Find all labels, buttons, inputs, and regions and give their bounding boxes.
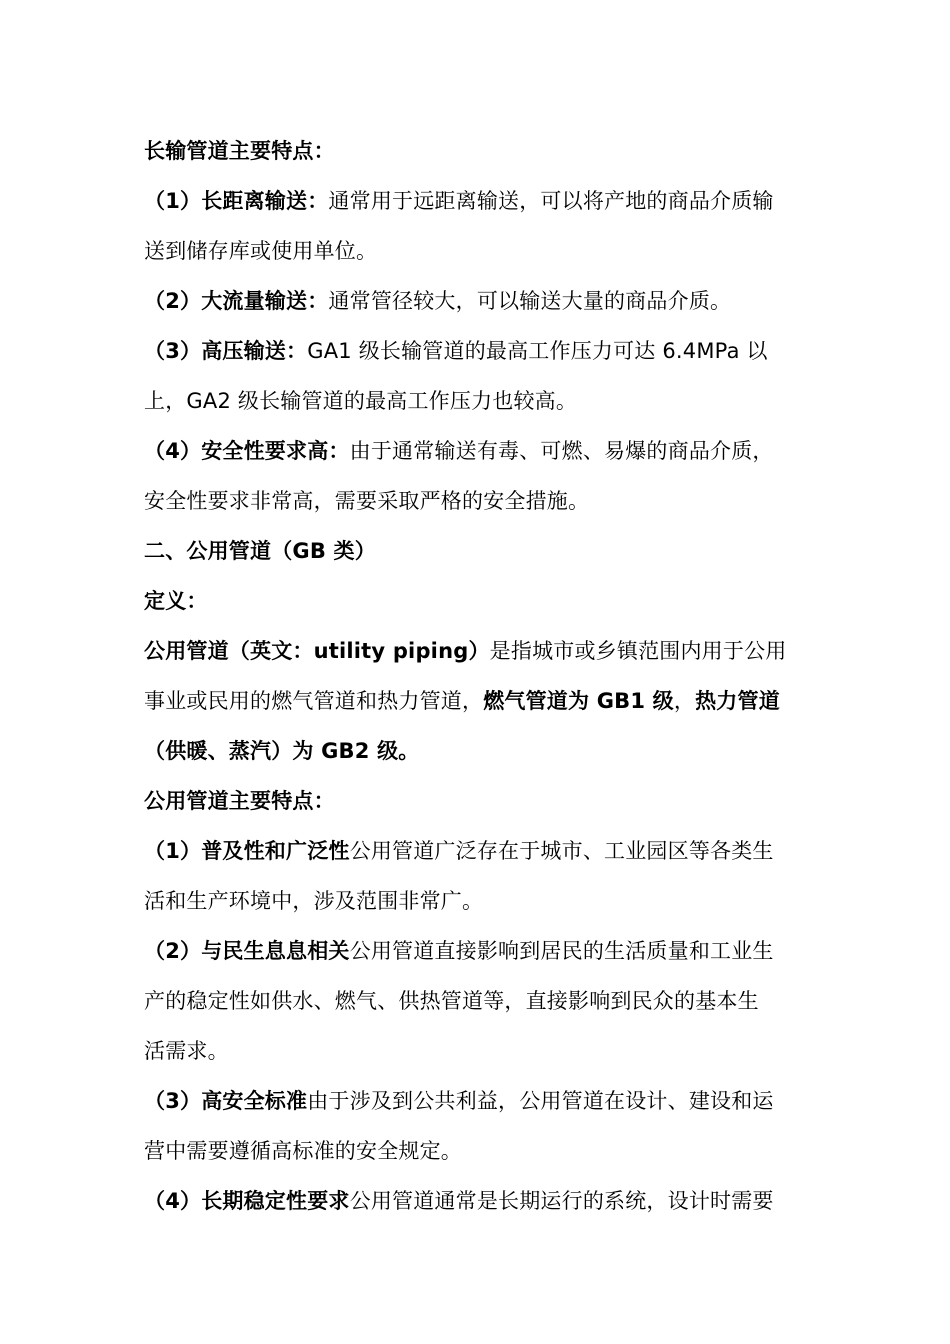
text-run: 活和生产环境中，涉及范围非常广。 [144, 889, 484, 913]
text-run: 是指城市或乡镇范围内用于公用 [489, 639, 787, 663]
text-line [144, 276, 814, 326]
bold-text-run: （1）普及性和广泛性 [144, 839, 350, 863]
text-line [144, 876, 814, 926]
text-run: 公用管道通常是长期运行的系统，设计时需要 [349, 1189, 774, 1213]
bold-text-run: （供暖、蒸汽）为 GB2 级。 [144, 739, 420, 763]
bold-text-run: （4）安全性要求高： [144, 439, 350, 463]
text-line [144, 376, 814, 426]
bold-text-run: 公用管道（英文：utility piping） [144, 639, 490, 663]
text-run: ， [673, 689, 696, 713]
text-run: 事业或民用的燃气管道和热力管道， [144, 689, 484, 713]
text-line [144, 1176, 814, 1226]
document-body [144, 126, 814, 1226]
text-line [144, 676, 814, 726]
text-run: 由于通常输送有毒、可燃、易爆的商品介质， [349, 439, 774, 463]
text-run: 公用管道广泛存在于城市、工业园区等各类生 [349, 839, 774, 863]
text-run: 送到储存库或使用单位。 [144, 239, 378, 263]
bold-text-run: （3）高压输送： [144, 339, 308, 363]
text-run: 公用管道直接影响到居民的生活质量和工业生 [349, 939, 774, 963]
bold-text-run: 定义： [144, 589, 208, 613]
text-run: 营中需要遵循高标准的安全规定。 [144, 1139, 462, 1163]
text-line [144, 526, 814, 576]
text-run: 通常管径较大，可以输送大量的商品介质。 [328, 289, 732, 313]
text-line [144, 776, 814, 826]
text-line [144, 1076, 814, 1126]
bold-text-run: （2）大流量输送： [144, 289, 329, 313]
text-line [144, 226, 814, 276]
text-line [144, 576, 814, 626]
bold-text-run: （3）高安全标准 [144, 1089, 308, 1113]
text-run: 活需求。 [144, 1039, 229, 1063]
text-line [144, 826, 814, 876]
text-run: 产的稳定性如供水、燃气、供热管道等，直接影响到民众的基本生 [144, 989, 759, 1013]
text-run: 上，GA2 级长输管道的最高工作压力也较高。 [144, 389, 578, 413]
text-line [144, 1126, 814, 1176]
text-line [144, 476, 814, 526]
bold-text-run: （1）长距离输送： [144, 189, 329, 213]
text-run: 通常用于远距离输送，可以将产地的商品介质输 [328, 189, 774, 213]
text-line [144, 326, 814, 376]
text-line [144, 1026, 814, 1076]
text-line [144, 976, 814, 1026]
text-run: GA1 级长输管道的最高工作压力可达 6.4MPa 以 [307, 339, 768, 363]
bold-text-run: 长输管道主要特点： [144, 139, 335, 163]
text-run: 安全性要求非常高，需要采取严格的安全措施。 [144, 489, 590, 513]
bold-text-run: 热力管道 [695, 689, 780, 713]
bold-text-run: （2）与民生息息相关 [144, 939, 350, 963]
text-line [144, 626, 814, 676]
text-line [144, 926, 814, 976]
text-line [144, 426, 814, 476]
text-line [144, 126, 814, 176]
bold-text-run: 燃气管道为 GB1 级 [483, 689, 674, 713]
text-line [144, 176, 814, 226]
text-run: 由于涉及到公共利益，公用管道在设计、建设和运 [307, 1089, 774, 1113]
bold-text-run: （4）长期稳定性要求 [144, 1189, 350, 1213]
bold-text-run: 公用管道主要特点： [144, 789, 335, 813]
text-line [144, 726, 814, 776]
bold-text-run: 二、公用管道（GB 类） [144, 539, 376, 563]
